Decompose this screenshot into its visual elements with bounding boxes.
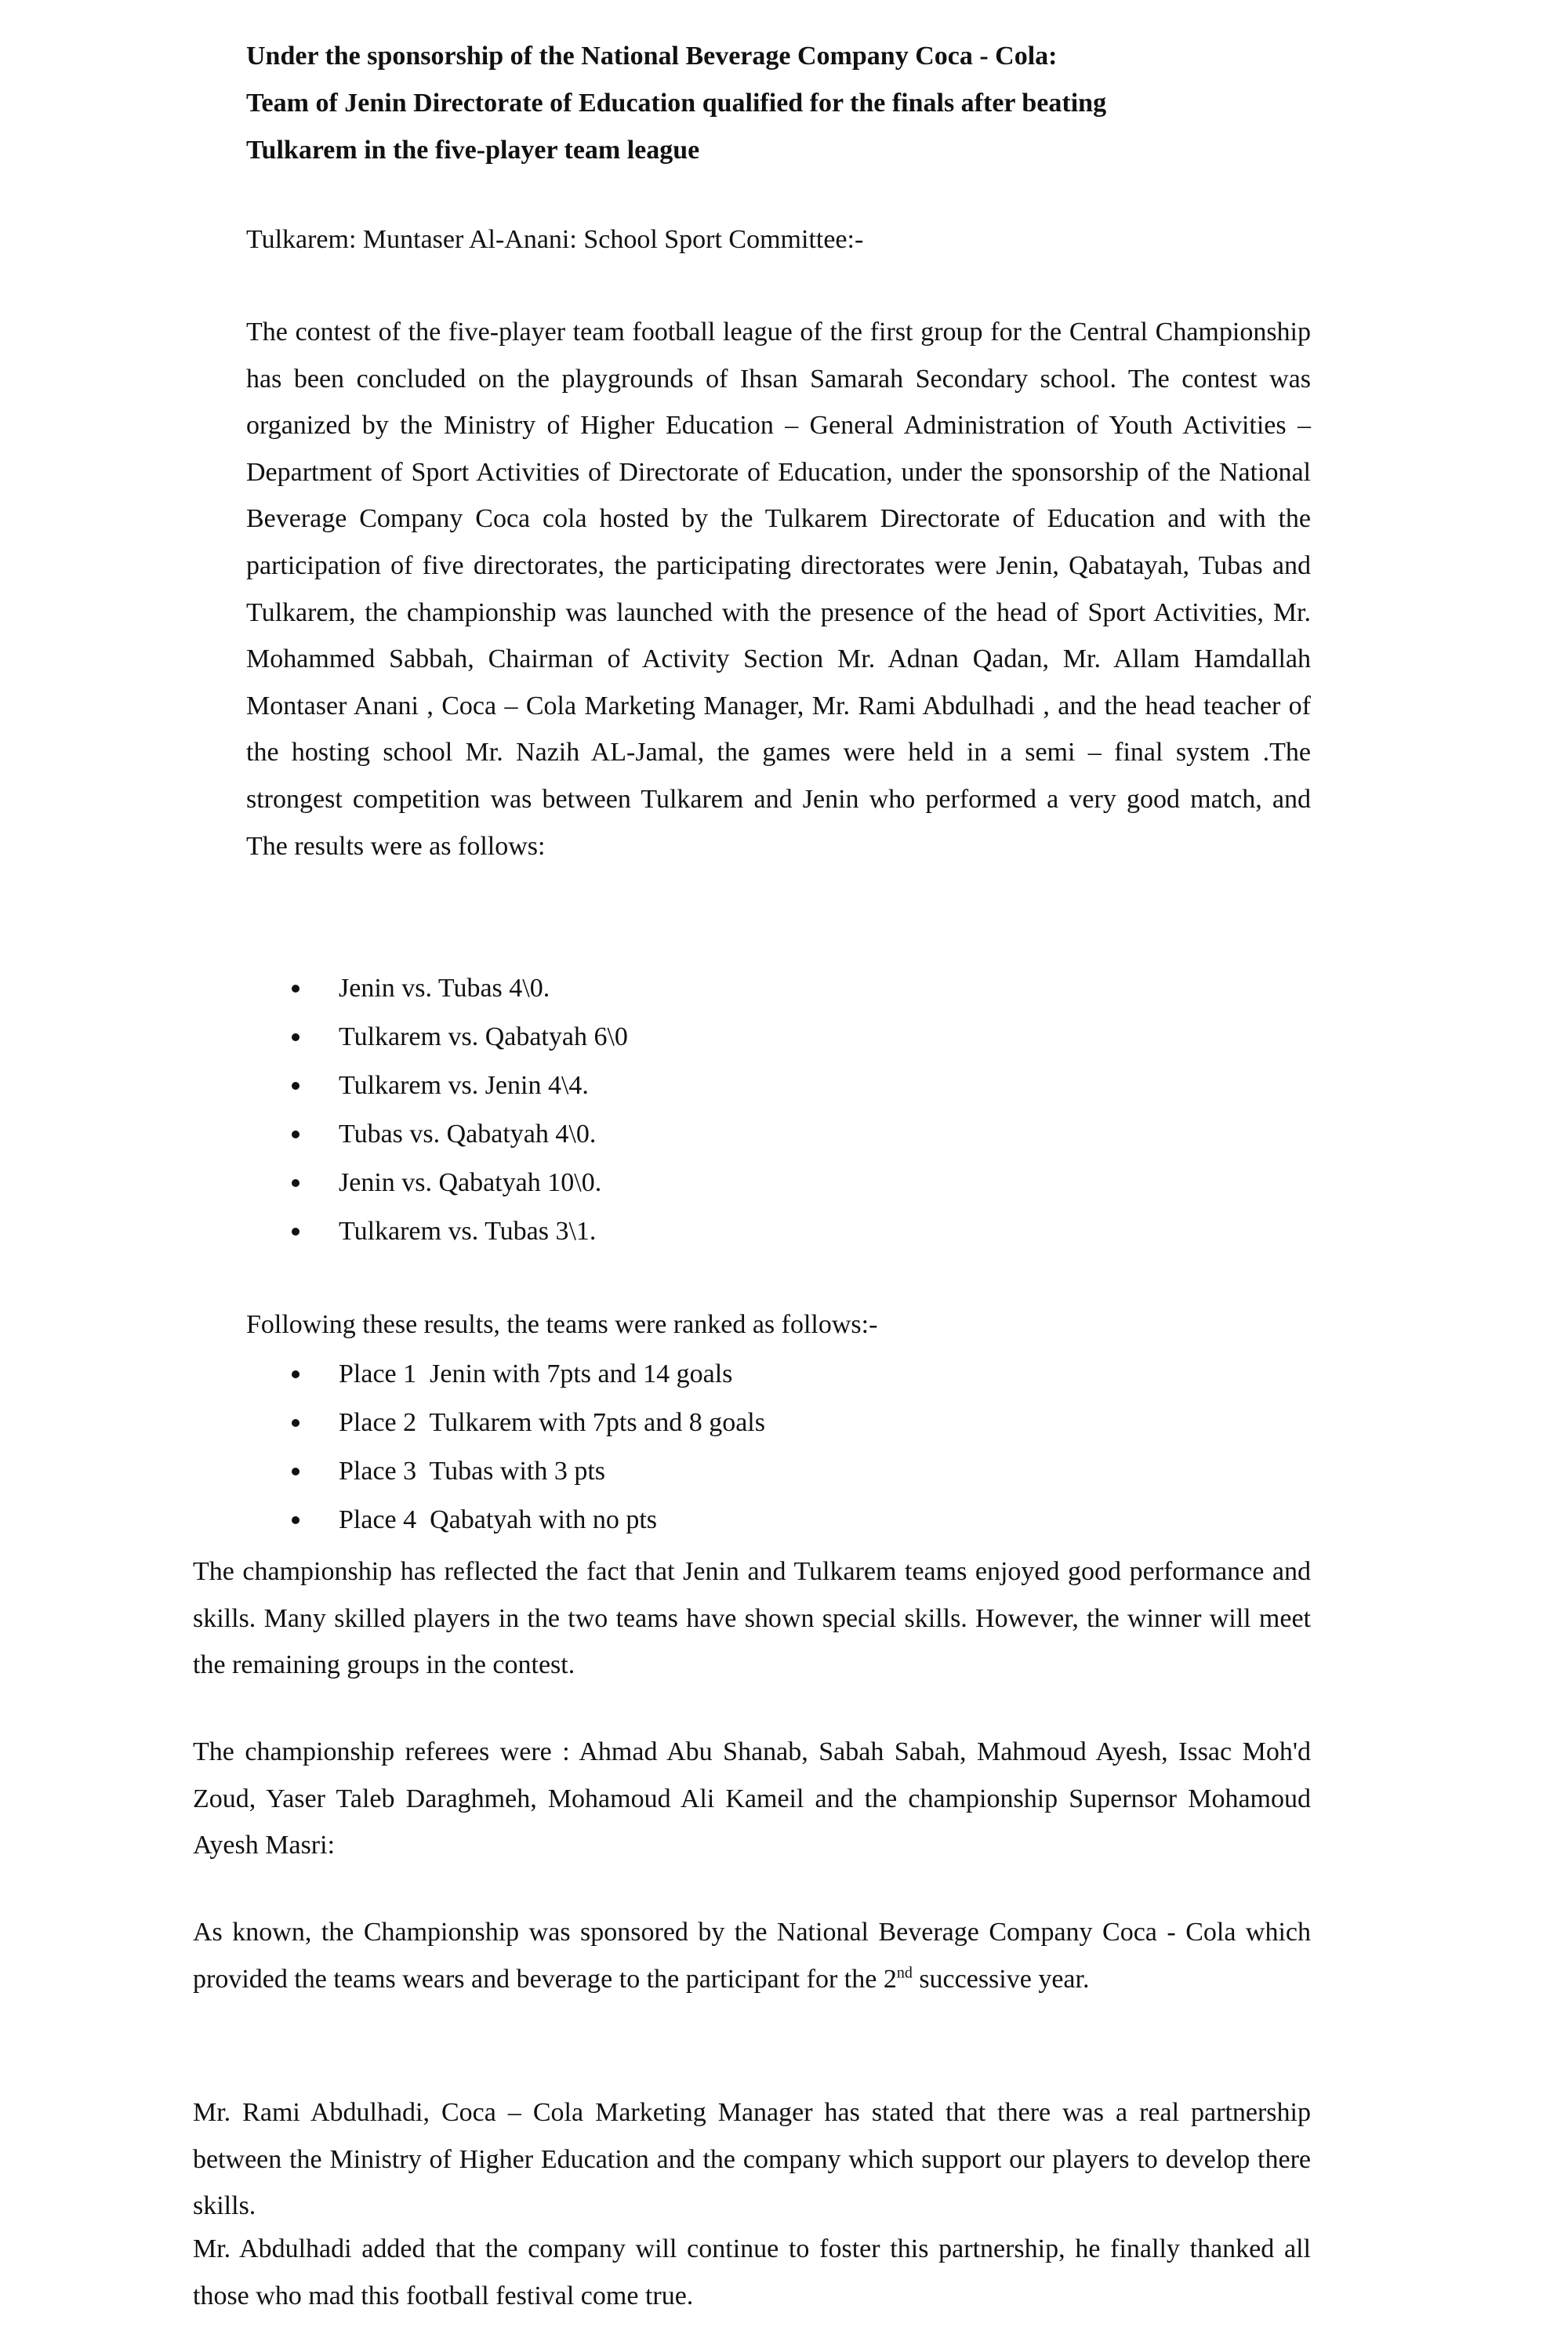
- bullet-icon: [292, 1033, 299, 1041]
- list-item: [282, 1062, 628, 1110]
- result-text: Tulkarem vs. Qabatyah 6\0: [339, 1022, 628, 1051]
- list-item: [282, 1496, 765, 1544]
- result-text: Tulkarem vs. Jenin 4\4.: [339, 1071, 589, 1100]
- headline-line-2: Team of Jenin Directorate of Education qualified for the finals after beating: [246, 89, 1107, 118]
- ranking-intro: Following these results, the teams were ranked as follows:-: [246, 1310, 878, 1339]
- bullet-icon: [292, 1370, 299, 1378]
- list-item: [282, 1399, 765, 1447]
- ranking-text: Place 4 Qabatyah with no pts: [339, 1505, 658, 1534]
- list-item: [282, 1207, 628, 1256]
- match-results-list: [282, 964, 628, 1256]
- closing-paragraph: Mr. Abdulhadi added that the company will continue to foster this partnership, he finally thanked all those who mad this football festival come true.: [193, 2234, 1311, 2310]
- article-headline: [246, 33, 1311, 174]
- sponsor-paragraph: [193, 1909, 1311, 2002]
- list-item: [282, 1110, 628, 1159]
- bullet-icon: [292, 985, 299, 993]
- ordinal-suffix: nd: [896, 1964, 913, 1982]
- bullet-icon: [292, 1516, 299, 1524]
- performance-paragraph: The championship has reflected the fact that Jenin and Tulkarem teams enjoyed good performance and skills. Many skilled players in the two teams have shown special skills. However, the winner will meet the remaining groups in the contest.: [193, 1557, 1311, 1680]
- list-item: [282, 1013, 628, 1062]
- ranking-text: Place 3 Tubas with 3 pts: [339, 1457, 606, 1486]
- ranking-text: Place 1 Jenin with 7pts and 14 goals: [339, 1359, 733, 1388]
- referees-paragraph: The championship referees were : Ahmad Abu Shanab, Sabah Sabah, Mahmoud Ayesh, Issac Moh'd Zoud, Yaser Taleb Daraghmeh, Mohamoud Ali Kameil and the championship Supernsor Mohamoud Ayesh Masri:: [193, 1737, 1311, 1860]
- byline: Tulkarem: Muntaser Al-Anani: School Sport Committee:-: [246, 225, 864, 254]
- manager-statement-paragraph: Mr. Rami Abdulhadi, Coca – Cola Marketing Manager has stated that there was a real partnership between the Ministry of Higher Education and the company which support our players to develop there skills.: [193, 2098, 1311, 2221]
- sponsor-text-end: successive year.: [912, 1964, 1090, 1994]
- bullet-icon: [292, 1179, 299, 1187]
- list-item: [282, 1447, 765, 1496]
- result-text: Tubas vs. Qabatyah 4\0.: [339, 1120, 597, 1149]
- bullet-icon: [292, 1082, 299, 1090]
- result-text: Jenin vs. Qabatyah 10\0.: [339, 1168, 602, 1197]
- sponsor-text: As known, the Championship was sponsored by the National Beverage Company Coca - Cola which provided the teams wears and beverage to the participant for the 2: [193, 1918, 1311, 1994]
- list-item: [282, 964, 628, 1013]
- headline-line-1: Under the sponsorship of the National Beverage Company Coca - Cola:: [246, 42, 1058, 71]
- ranking-text: Place 2 Tulkarem with 7pts and 8 goals: [339, 1408, 765, 1437]
- bullet-icon: [292, 1419, 299, 1427]
- list-item: [282, 1159, 628, 1207]
- ranking-list: [282, 1350, 765, 1544]
- intro-paragraph: The contest of the five-player team football league of the first group for the Central Championship has been concluded on the playgrounds of Ihsan Samarah Secondary school. The contest was organized by the Ministry of Higher Education – General Administration of Youth Activities – Department of Sport Activities of Directorate of Education, under the sponsorship of the National Beverage Company Coca cola hosted by the Tulkarem Directorate of Education and with the participation of five directorates, the participating directorates were Jenin, Qabatayah, Tubas and Tulkarem, the championship was launched with the presence of the head of Sport Activities, Mr. Mohammed Sabbah, Chairman of Activity Section Mr. Adnan Qadan, Mr. Allam Hamdallah Montaser Anani , Coca – Cola Marketing Manager, Mr. Rami Abdulhadi , and the head teacher of the hosting school Mr. Nazih AL-Jamal, the games were held in a semi – final system .The strongest competition was between Tulkarem and Jenin who performed a very good match, and The results were as follows:: [246, 318, 1311, 861]
- bullet-icon: [292, 1468, 299, 1475]
- headline-line-3: Tulkarem in the five-player team league: [246, 136, 700, 165]
- result-text: Tulkarem vs. Tubas 3\1.: [339, 1217, 597, 1246]
- bullet-icon: [292, 1131, 299, 1138]
- result-text: Jenin vs. Tubas 4\0.: [339, 974, 550, 1003]
- bullet-icon: [292, 1228, 299, 1236]
- list-item: [282, 1350, 765, 1399]
